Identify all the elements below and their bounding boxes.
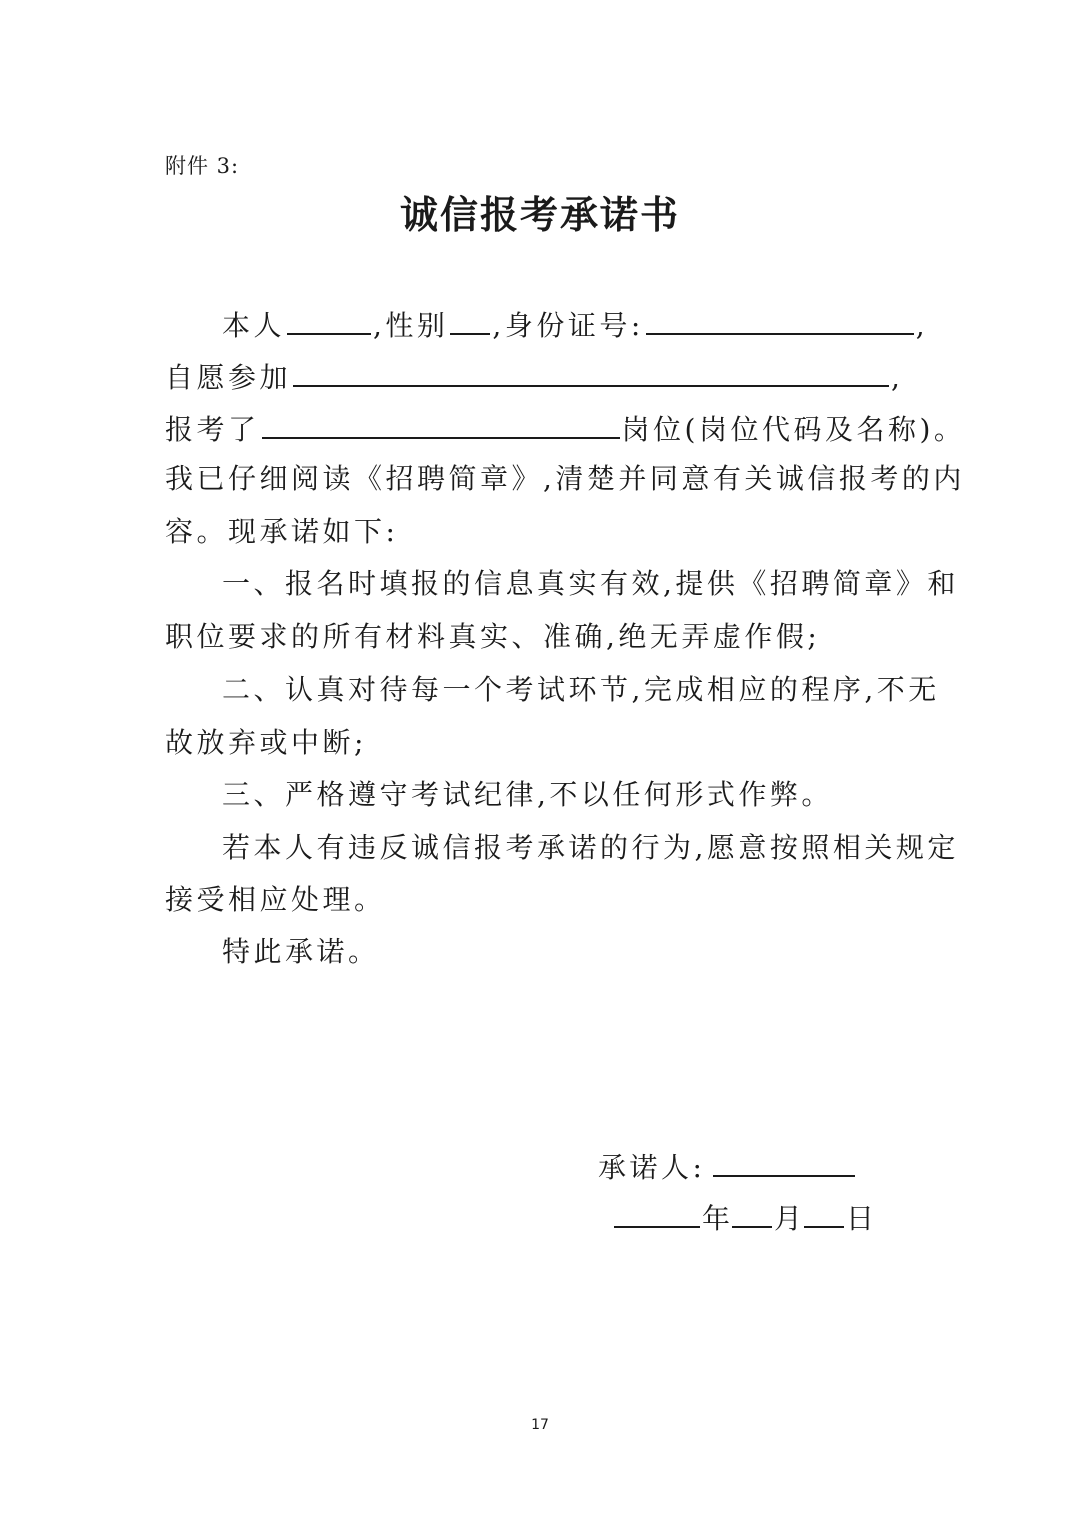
attachment-label: 附件 3: [165, 154, 240, 178]
violation-line-1: 若本人有违反诚信报考承诺的行为,愿意按照相关规定 [222, 831, 959, 864]
identity-line-comma: , [915, 309, 929, 342]
month-label: 月 [774, 1202, 803, 1235]
volunteer-line-comma: , [891, 361, 904, 394]
name-prefix: 本人 [222, 309, 286, 342]
promiser-label: 承诺人: [598, 1151, 706, 1184]
name-blank[interactable] [287, 305, 371, 335]
volunteer-prefix: 自愿参加 [165, 361, 292, 394]
read-statement-line-2: 容。现承诺如下: [165, 515, 399, 548]
month-blank[interactable] [732, 1198, 772, 1228]
id-number-label: ,身份证号: [492, 309, 644, 342]
apply-prefix: 报考了 [165, 413, 260, 446]
read-statement-line-1: 我已仔细阅读《招聘简章》,清楚并同意有关诚信报考的内 [165, 462, 965, 495]
promise-item-1-line-1: 一、报名时填报的信息真实有效,提供《招聘简章》和 [222, 567, 959, 600]
page-number: 17 [531, 1417, 549, 1433]
position-blank[interactable] [262, 409, 620, 439]
promiser-signature-blank[interactable] [713, 1147, 855, 1177]
promise-item-1-line-2: 职位要求的所有材料真实、准确,绝无弄虚作假; [165, 620, 821, 653]
year-blank[interactable] [614, 1198, 700, 1228]
day-blank[interactable] [804, 1198, 844, 1228]
gender-blank[interactable] [450, 305, 490, 335]
promise-item-3: 三、严格遵守考试纪律,不以任何形式作弊。 [222, 778, 833, 811]
year-label: 年 [702, 1202, 731, 1235]
promiser-line [598, 1147, 857, 1186]
date-line [612, 1198, 874, 1237]
promise-item-2-line-2: 故放弃或中断; [165, 726, 367, 759]
volunteer-line [165, 357, 903, 396]
day-label: 日 [846, 1202, 875, 1235]
promise-item-2-line-1: 二、认真对待每一个考试环节,完成相应的程序,不无 [222, 673, 940, 706]
violation-line-2: 接受相应处理。 [165, 883, 386, 916]
closing-statement: 特此承诺。 [222, 935, 380, 968]
id-number-blank[interactable] [646, 305, 914, 335]
identity-line [222, 305, 928, 344]
position-suffix: 岗位(岗位代码及名称)。 [621, 413, 966, 446]
gender-label: ,性别 [373, 309, 449, 342]
position-line [165, 409, 965, 448]
exam-name-blank[interactable] [293, 357, 889, 387]
document-title: 诚信报考承诺书 [399, 193, 680, 237]
